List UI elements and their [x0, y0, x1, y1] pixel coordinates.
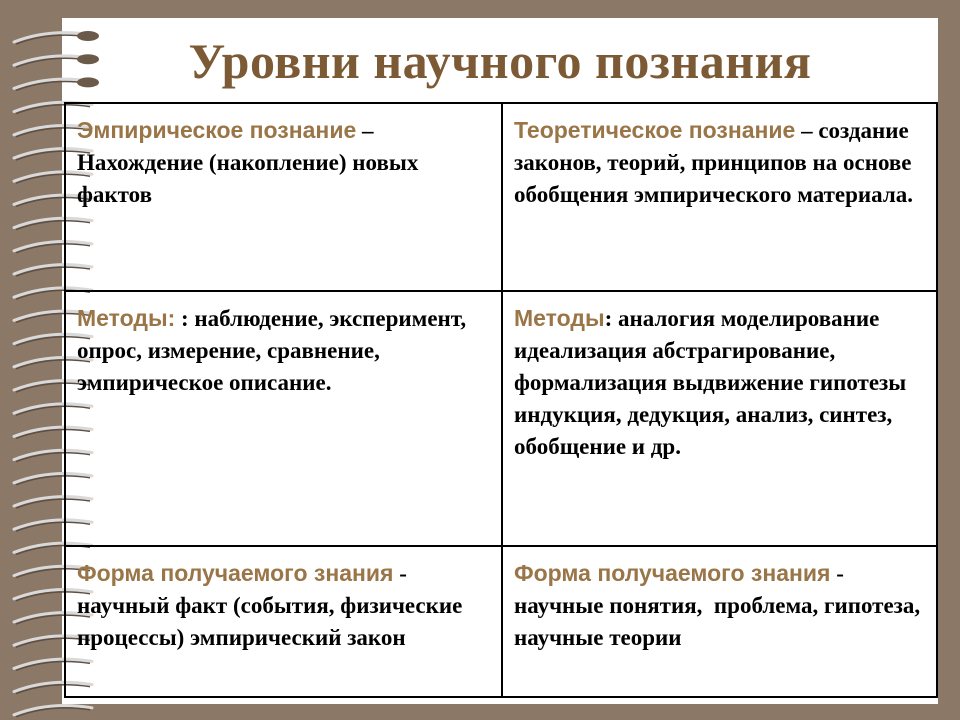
table-cell-empirical-form	[65, 546, 502, 697]
table-row	[65, 103, 937, 291]
cell-heading: Методы:	[77, 304, 176, 331]
cell-text: - научные понятия, проблема, гипотеза, научные теории	[514, 561, 926, 651]
page-title: Уровни научного познания	[188, 33, 812, 89]
table-cell-theoretical-methods	[502, 291, 937, 547]
cell-heading: Теоретическое познание	[514, 117, 796, 143]
cell-heading: Методы	[514, 304, 605, 331]
table-row	[65, 291, 937, 547]
cell-text: - научный факт (события, физические процессы) эмпирический закон	[77, 561, 463, 651]
table-cell-theoretical-form	[502, 546, 937, 697]
cell-text: создание законов, теорий, принципов на основе обобщения эмпирического материала.	[514, 118, 914, 207]
table-cell-theoretical	[502, 103, 937, 291]
knowledge-levels-table	[64, 102, 938, 698]
cell-separator: –	[795, 118, 819, 143]
table-row	[65, 546, 937, 697]
cell-heading: Эмпирическое познание	[77, 117, 357, 143]
cell-text: аналогия моделирование идеализация абстрагирование, формализация выдвижение гипотезы индукция, дедукция, анализ, синтез, обобщение и др.	[514, 305, 924, 459]
cell-separator: :	[604, 305, 619, 331]
cell-separator: –	[356, 118, 374, 143]
cell-text: Нахождение (накопление) новых фактов	[77, 150, 419, 207]
cell-heading: Форма получаемого знания	[77, 560, 394, 587]
table-cell-empirical-methods	[65, 291, 502, 547]
table-cell-empirical	[65, 103, 502, 291]
cell-heading: Форма получаемого знания	[514, 560, 831, 587]
cell-text: : наблюдение, эксперимент, опрос, измерение, сравнение, эмпирическое описание.	[77, 305, 467, 395]
